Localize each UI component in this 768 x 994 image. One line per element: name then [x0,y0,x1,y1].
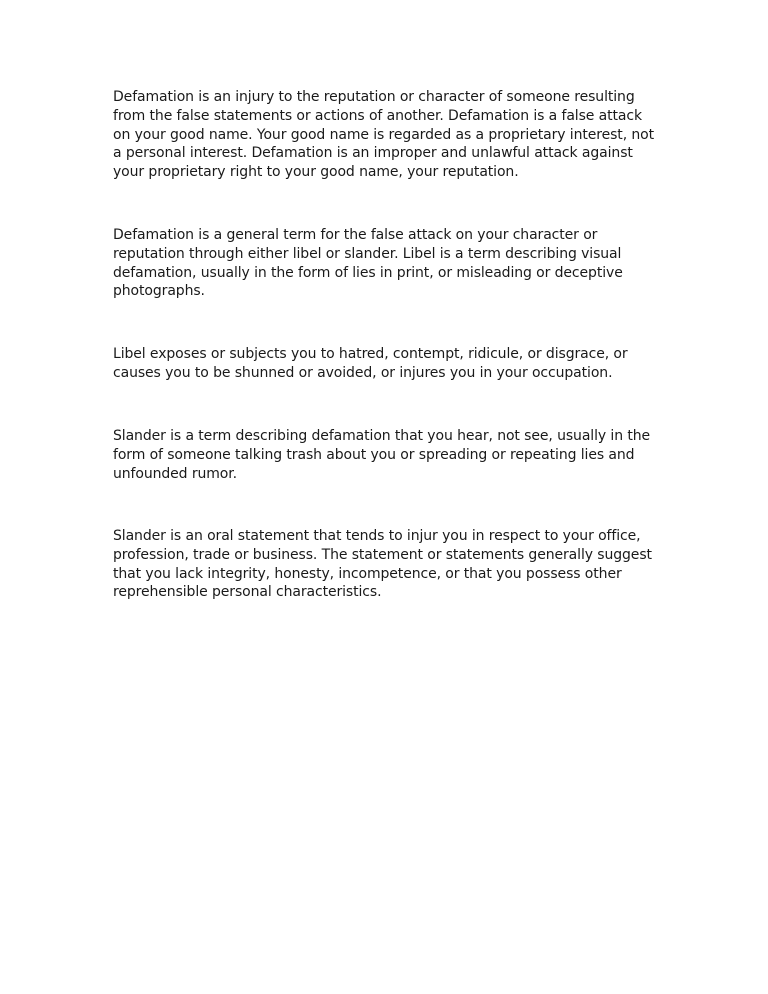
paragraph-defamation-definition [113,88,658,182]
text-line: that you lack integrity, honesty, incompetence, or that you possess other [113,565,622,582]
text-line: causes you to be shunned or avoided, or injures you in your occupation. [113,364,613,381]
text-line: defamation, usually in the form of lies in print, or misleading or deceptive [113,264,623,281]
text-line: Slander is a term describing defamation that you hear, not see, usually in the [113,428,651,444]
text-line: reprehensible personal characteristics. [113,584,382,601]
text-line: Defamation is an injury to the reputation or character of someone resulting [113,89,635,105]
paragraph-defamation-general-term [113,226,658,301]
text-line: unfounded rumor. [113,465,237,482]
text-line: from the false statements or actions of another. Defamation is a false attack [113,107,642,124]
text-line: on your good name. Your good name is regarded as a proprietary interest, not [113,126,655,143]
text-line: reputation through either libel or slander. Libel is a term describing visual [113,245,622,262]
paragraph-slander-oral-statement [113,527,658,602]
paragraph-slander-term [113,427,658,483]
text-line: your proprietary right to your good name, your reputation. [113,164,519,181]
text-line: Defamation is a general term for the false attack on your character or [113,227,598,243]
text-line: form of someone talking trash about you or spreading or repeating lies and [113,446,635,463]
paragraph-libel [113,345,658,383]
text-line: Slander is an oral statement that tends to injur you in respect to your office, [113,528,641,544]
text-line: a personal interest. Defamation is an improper and unlawful attack against [113,145,633,162]
text-line: Libel exposes or subjects you to hatred, contempt, ridicule, or disgrace, or [113,346,628,362]
text-line: photographs. [113,283,205,300]
text-line: profession, trade or business. The statement or statements generally suggest [113,546,652,563]
